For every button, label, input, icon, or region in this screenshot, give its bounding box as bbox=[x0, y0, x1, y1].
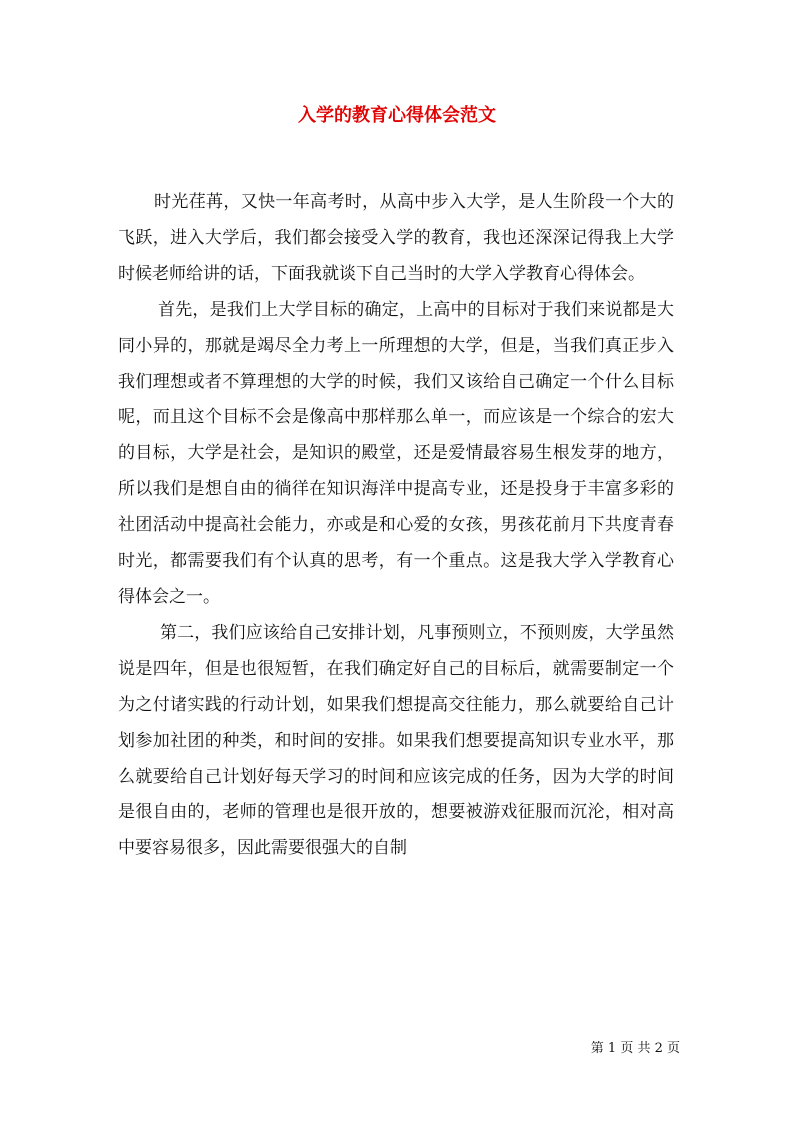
document-body bbox=[118, 185, 674, 867]
page-number-footer: 第 1 页 共 2 页 bbox=[590, 1041, 680, 1056]
paragraph-2: 首先，是我们上大学目标的确定，上高中的目标对于我们来说都是大同小异的，那就是竭尽全力考上一所理想的大学，但是，当我们真正步入我们理想或者不算理想的大学的时候，我们又该给自己确定一个什么目标呢，而且这个目标不会是像高中那样那么单一，而应该是一个综合的宏大的目标，大学是社会，是知识的殿堂，还是爱情最容易生根发芽的地方，所以我们是想自由的徜徉在知识海洋中提高专业，还是投身于丰富多彩的社团活动中提高社会能力，亦或是和心爱的女孩，男孩花前月下共度青春时光，都需要我们有个认真的思考，有一个重点。这是我大学入学教育心得体会之一。 bbox=[118, 299, 674, 607]
document-title: 入学的教育心得体会范文 bbox=[298, 105, 496, 126]
paragraph-1: 时光荏苒，又快一年高考时，从高中步入大学，是人生阶段一个大的飞跃，进入大学后，我们都会接受入学的教育，我也还深深记得我上大学时候老师给讲的话，下面我就谈下自己当时的大学入学教育心得体会。 bbox=[118, 192, 674, 284]
paragraph-3: 第二，我们应该给自己安排计划，凡事预则立，不预则废，大学虽然说是四年，但是也很短暂，在我们确定好自己的目标后，就需要制定一个为之付诸实践的行动计划，如果我们想提高交往能力，那么就要给自己计划参加社团的种类，和时间的安排。如果我们想要提高知识专业水平，那么就要给自己计划好每天学习的时间和应该完成的任务，因为大学的时间是很自由的，老师的管理也是很开放的，想要被游戏征服而沉沦，相对高中要容易很多，因此需要很强大的自制 bbox=[118, 622, 674, 859]
